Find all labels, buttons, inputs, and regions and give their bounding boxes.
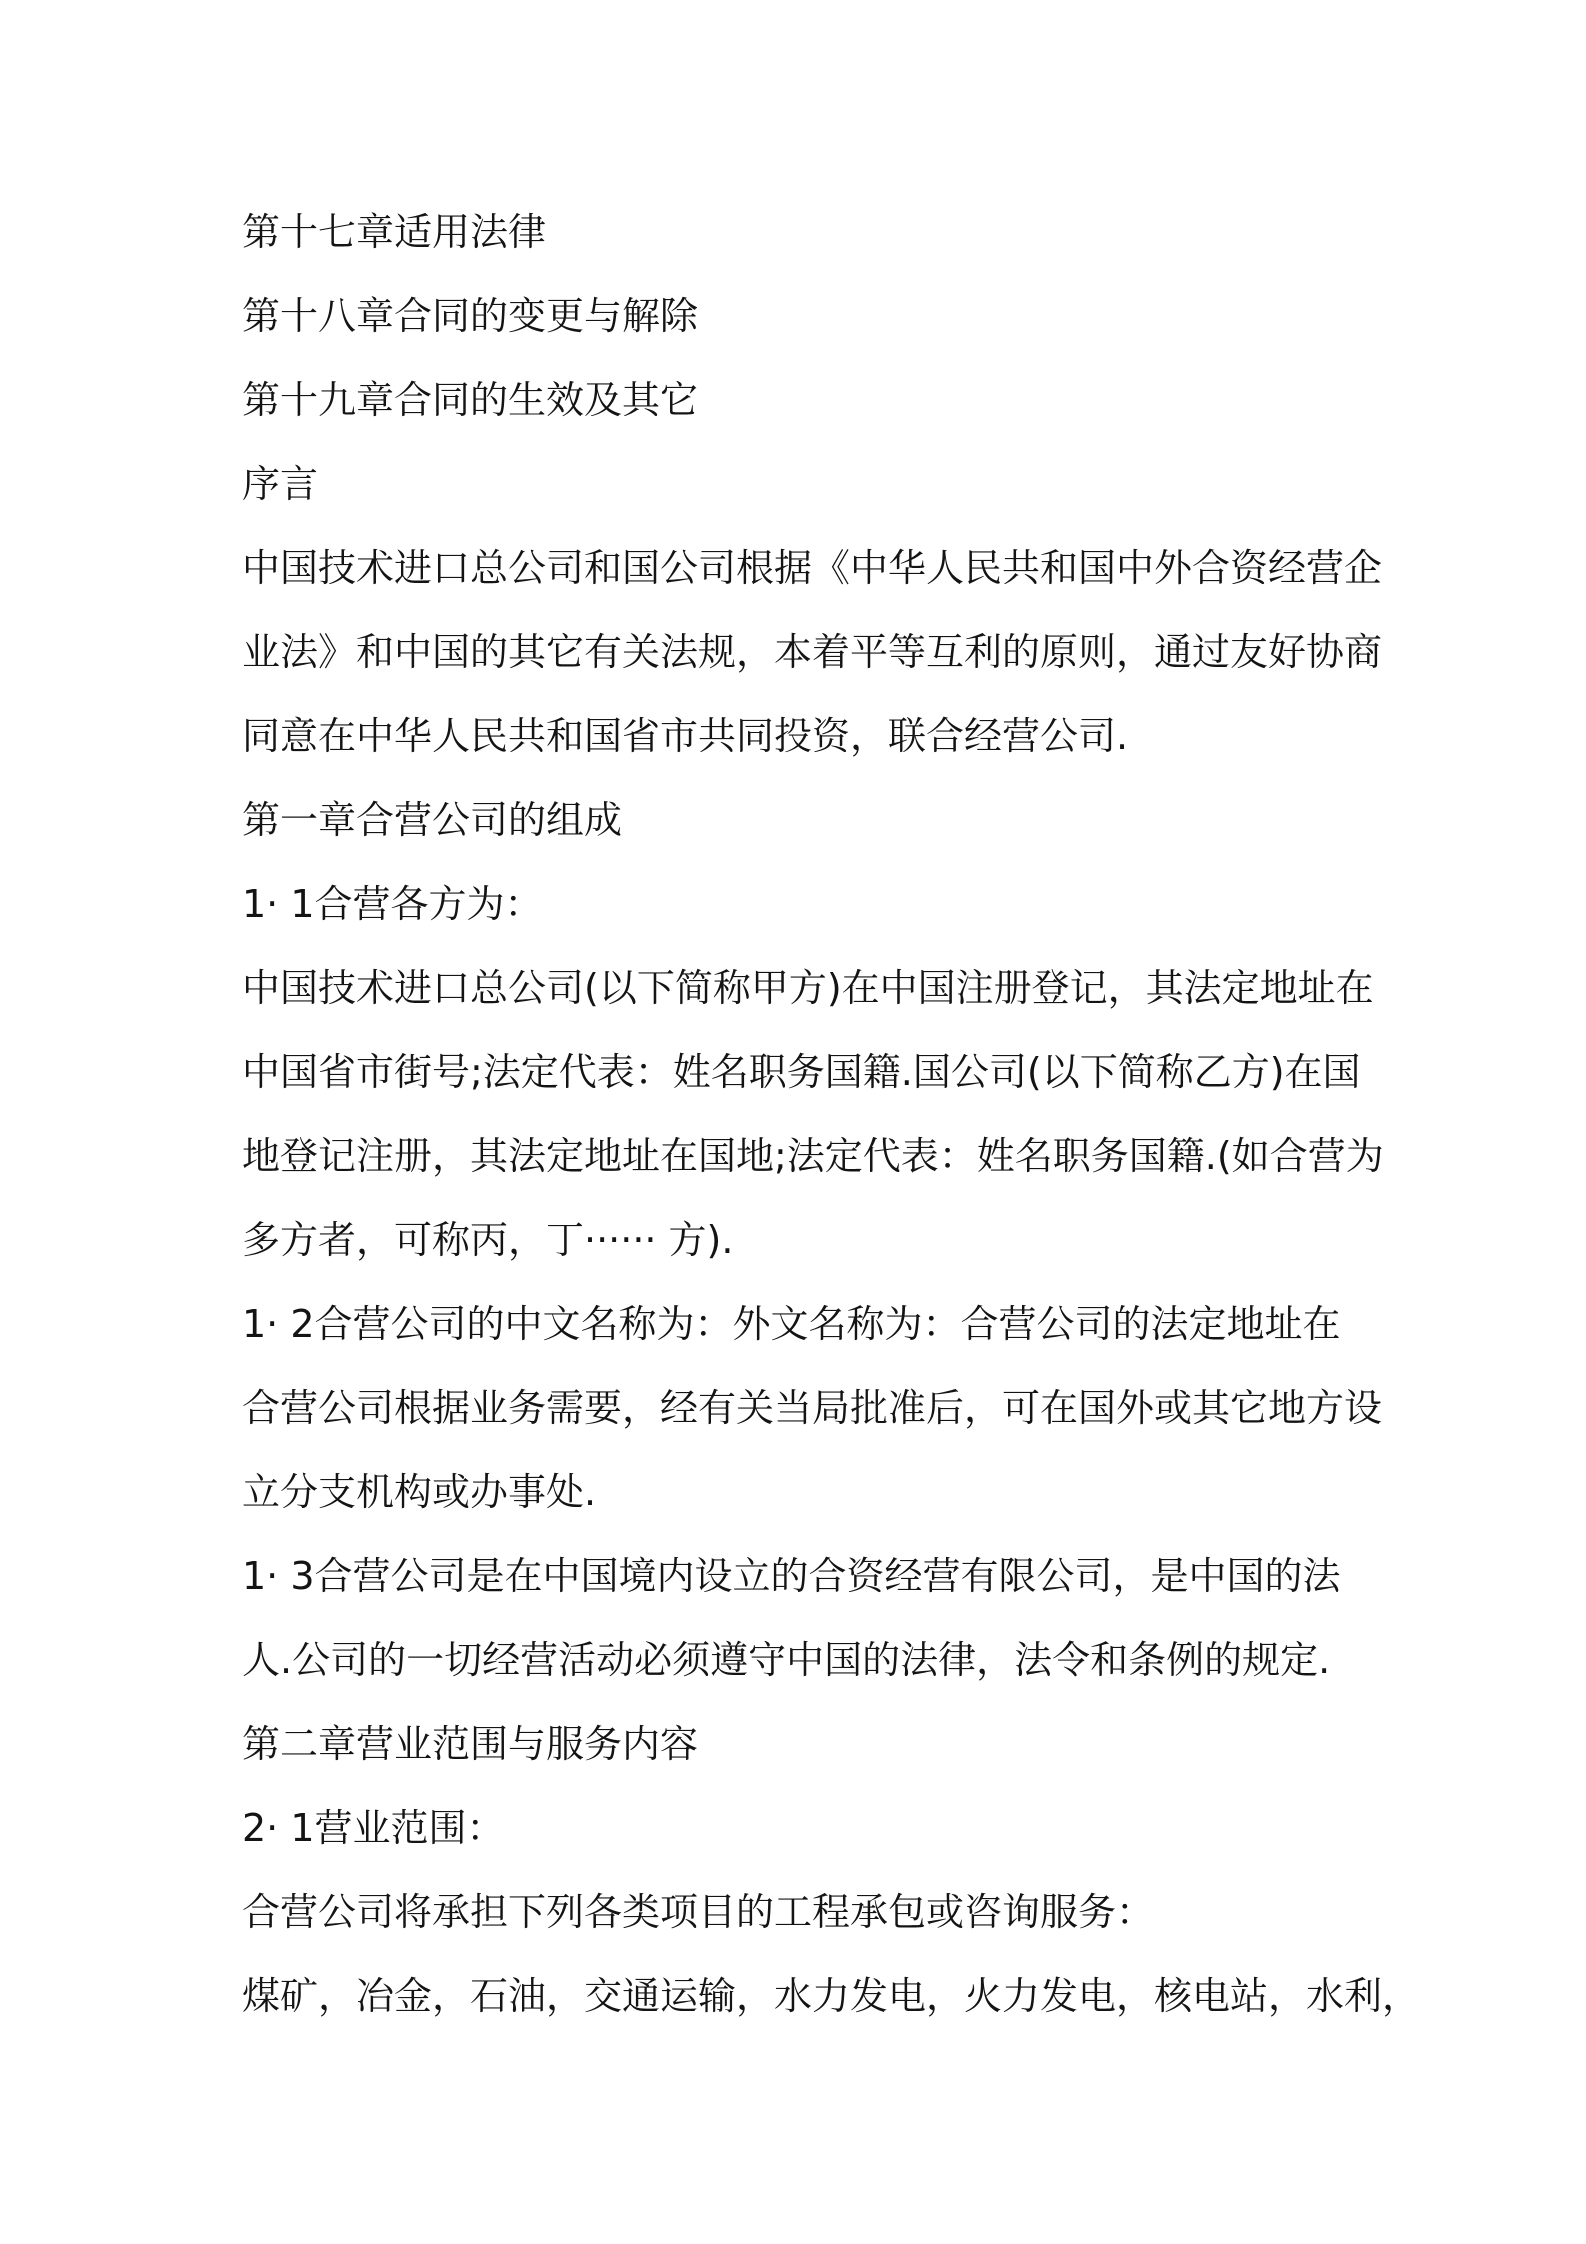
preface-paragraph-line-2: 业法》和中国的其它有关法规，本着平等互利的原则，通过友好协商 — [242, 630, 1383, 674]
chapter-17-heading: 第十七章适用法律 — [242, 210, 547, 254]
clause-1-1-line-1: 中国技术进口总公司(以下简称甲方)在中国注册登记，其法定地址在 — [242, 966, 1374, 1010]
clause-1-1-heading: 1· 1合营各方为： — [242, 882, 543, 926]
clause-1-2-line-3: 立分支机构或办事处. — [242, 1470, 597, 1514]
preface-heading: 序言 — [242, 462, 319, 506]
clause-1-3-line-1: 1· 3合营公司是在中国境内设立的合资经营有限公司，是中国的法 — [242, 1554, 1341, 1598]
clause-1-3-line-2: 人.公司的一切经营活动必须遵守中国的法律，法令和条例的规定. — [242, 1638, 1331, 1682]
clause-1-2-line-1: 1· 2合营公司的中文名称为：外文名称为：合营公司的法定地址在 — [242, 1302, 1341, 1346]
clause-1-1-line-4: 多方者，可称丙，丁······ 方). — [242, 1218, 734, 1262]
clause-1-1-line-3: 地登记注册，其法定地址在国地;法定代表：姓名职务国籍.(如合营为 — [242, 1134, 1384, 1178]
clause-2-1-line-1: 合营公司将承担下列各类项目的工程承包或咨询服务： — [242, 1890, 1155, 1934]
preface-paragraph-line-1: 中国技术进口总公司和国公司根据《中华人民共和国中外合资经营企 — [242, 546, 1383, 590]
chapter-18-heading: 第十八章合同的变更与解除 — [242, 294, 699, 338]
chapter-19-heading: 第十九章合同的生效及其它 — [242, 378, 699, 422]
clause-2-1-line-2: 煤矿，冶金，石油，交通运输，水力发电，火力发电，核电站，水利， — [242, 1974, 1421, 2018]
clause-1-1-line-2: 中国省市街号;法定代表：姓名职务国籍.国公司(以下简称乙方)在国 — [242, 1050, 1361, 1094]
document-body — [242, 190, 1421, 2038]
chapter-1-heading: 第一章合营公司的组成 — [242, 798, 623, 842]
chapter-2-heading: 第二章营业范围与服务内容 — [242, 1722, 699, 1766]
preface-paragraph-line-3: 同意在中华人民共和国省市共同投资，联合经营公司. — [242, 714, 1129, 758]
clause-2-1-heading: 2· 1营业范围： — [242, 1806, 505, 1850]
clause-1-2-line-2: 合营公司根据业务需要，经有关当局批准后，可在国外或其它地方设 — [242, 1386, 1383, 1430]
